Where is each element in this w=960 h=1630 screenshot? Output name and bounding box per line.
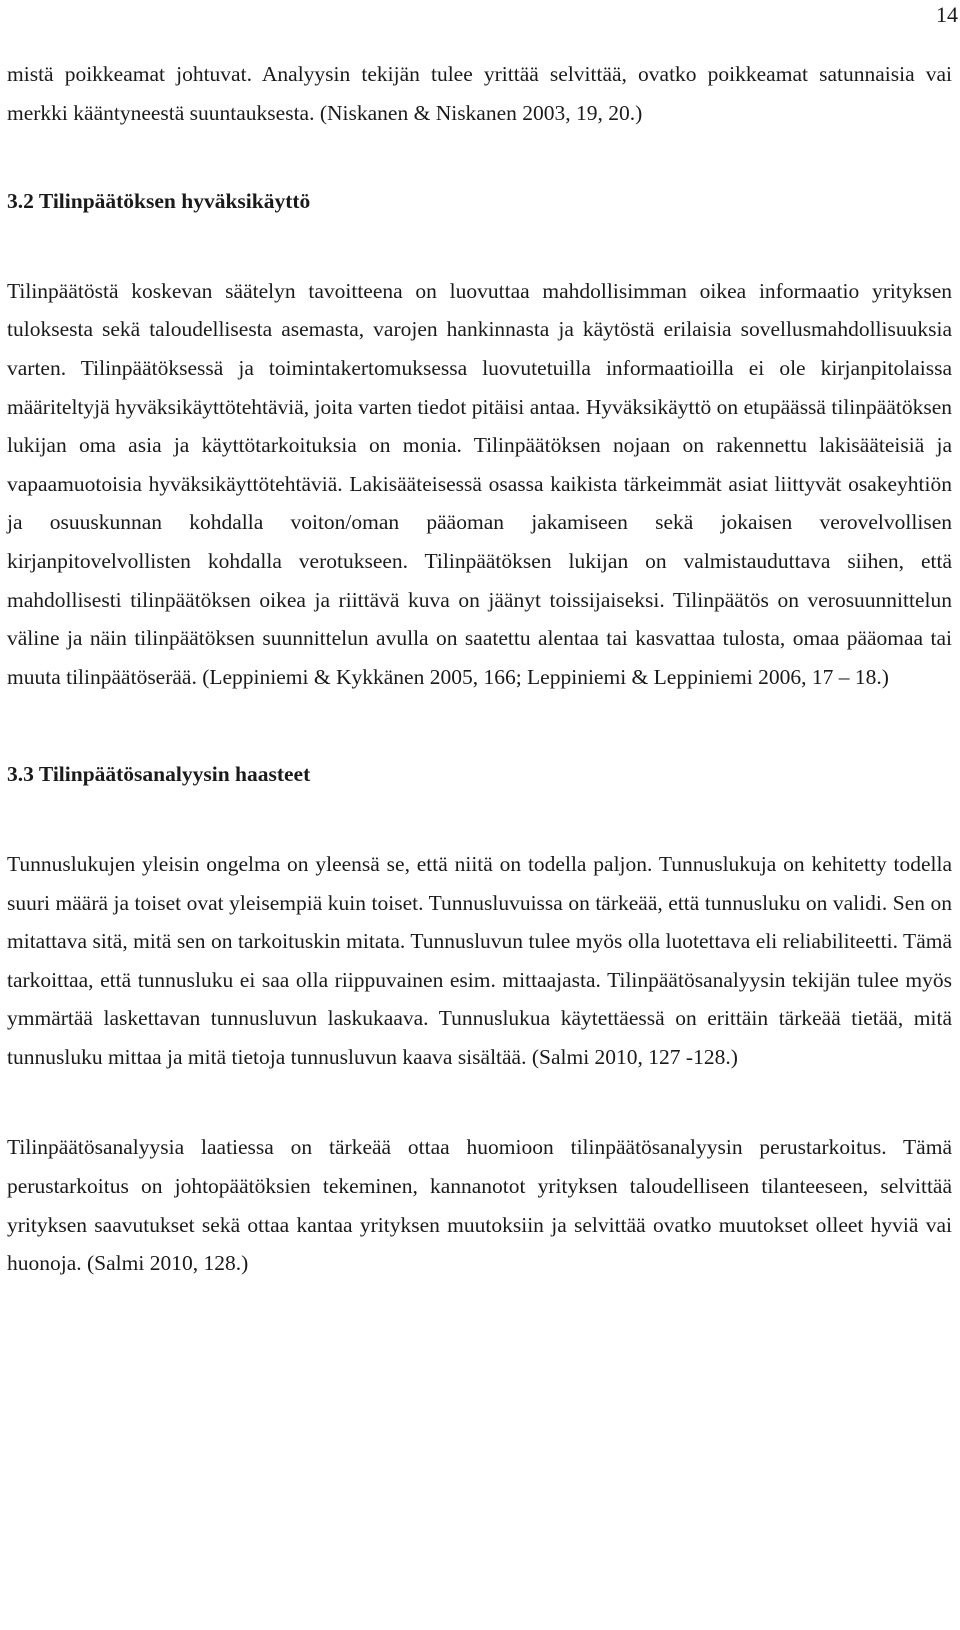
section-3-2-paragraph: Tilinpäätöstä koskevan säätelyn tavoitteena on luovuttaa mahdollisimman oikea informaatio yrityksen tuloksesta sekä taloudellisesta asemasta, varojen hankinnasta ja käytöstä erilaisia sovellusmahdollisuuksia varten. Tilinpäätöksessä ja toimintakertomuksessa luovutetuilla informaatioilla ei ole kirjanpitolaissa määriteltyjä hyväksikäyttötehtäviä, joita varten tiedot pitäisi antaa. Hyväksikäyttö on etupäässä tilinpäätöksen lukijan oma asia ja käyttötarkoituksia on monia. Tilinpäätöksen nojaan on rakennettu lakisääteisiä ja vapaamuotoisia hyväksikäyttötehtäviä. Lakisääteisessä osassa kaikista tärkeimmät asiat liittyvät osakeyhtiön ja osuuskunnan kohdalla voiton/oman pääoman jakamiseen sekä jokaisen verovelvollisen kirjanpitovelvollisten kohdalla verotukseen. Tilinpäätöksen lukijan on valmistauduttava siihen, että mahdollisesti tilinpäätöksen oikea ja riittävä kuva on jäänyt toissijaiseksi. Tilinpäätös on verosuunnittelun väline ja näin tilinpäätöksen suunnittelun avulla on saatettu alentaa tai kasvattaa tulosta, omaa pääomaa tai muuta tilinpäätöserää. (Leppiniemi & Kykkänen 2005, 166; Leppiniemi & Leppiniemi 2006, 17 – 18.)	[7, 278, 952, 689]
document-body	[7, 55, 952, 1283]
section-heading-3-2: 3.2 Tilinpäätöksen hyväksikäyttö	[7, 189, 311, 214]
section-3-3-paragraph-1: Tunnuslukujen yleisin ongelma on yleensä se, että niitä on todella paljon. Tunnuslukuja on kehitetty todella suuri määrä ja toiset ovat yleisempiä kuin toiset. Tunnusluvuissa on tärkeää, että tunnusluku on validi. Sen on mitattava sitä, mitä sen on tarkoituskin mitata. Tunnusluvun tulee myös olla luotettava eli reliabiliteetti. Tämä tarkoittaa, että tunnusluku ei saa olla riippuvainen esim. mittaajasta. Tilinpäätösanalyysin tekijän tulee myös ymmärtää laskettavan tunnusluvun laskukaava. Tunnuslukua käytettäessä on erittäin tärkeää tietää, mitä tunnusluku mittaa ja mitä tietoja tunnusluvun kaava sisältää. (Salmi 2010, 127 -128.)	[7, 851, 952, 1069]
section-3-3-paragraph-2: Tilinpäätösanalyysia laatiessa on tärkeää ottaa huomioon tilinpäätösanalyysin perustarkoitus. Tämä perustarkoitus on johtopäätöksien tekeminen, kannanotot yrityksen taloudelliseen tilanteeseen, selvittää yrityksen saavutukset sekä ottaa kantaa yrityksen muutoksiin ja selvittää ovatko muutokset olleet hyviä vai huonoja. (Salmi 2010, 128.)	[7, 1135, 952, 1276]
intro-paragraph: mistä poikkeamat johtuvat. Analyysin tekijän tulee yrittää selvittää, ovatko poikkeamat satunnaisia vai merkki kääntyneestä suuntauksesta. (Niskanen & Niskanen 2003, 19, 20.)	[7, 62, 952, 125]
page-number: 14	[936, 2, 958, 27]
section-heading-3-3: 3.3 Tilinpäätösanalyysin haasteet	[7, 762, 311, 787]
